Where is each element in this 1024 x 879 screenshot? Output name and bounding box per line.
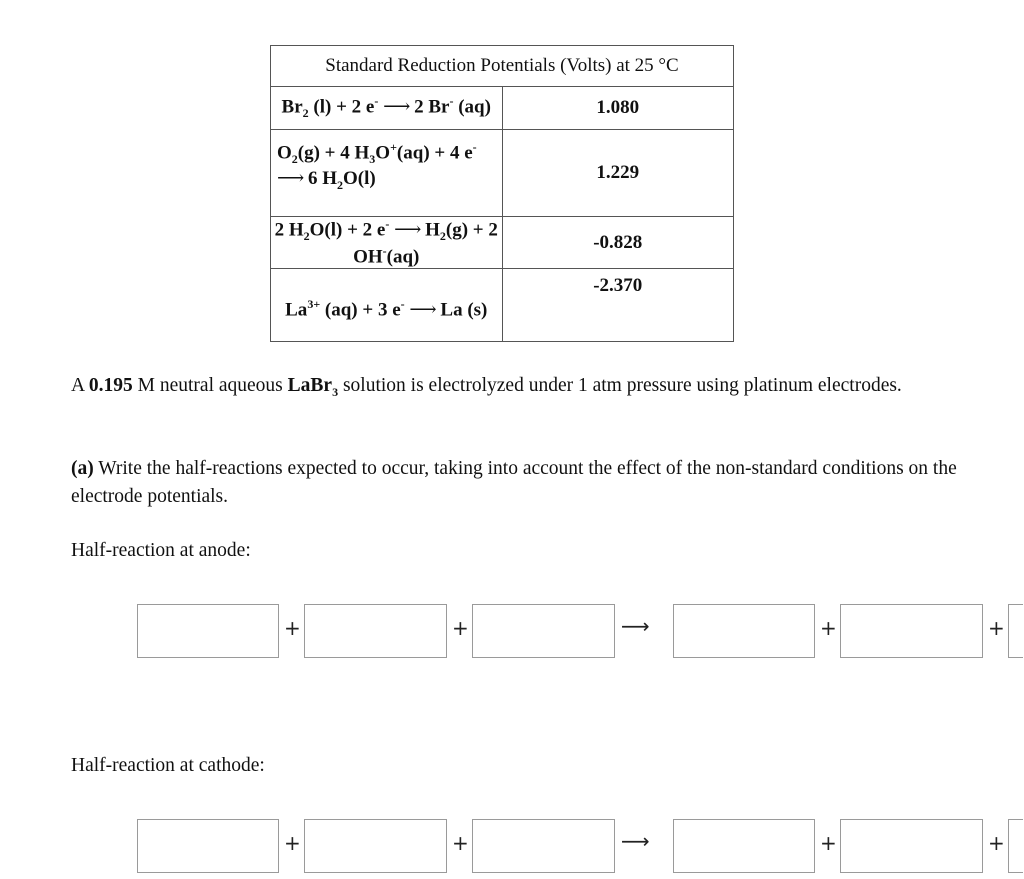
cathode-reactant-input-3[interactable] [472, 819, 615, 873]
plus-sign: + [988, 616, 1005, 640]
half-reaction-la: $La^{3+}$ (aq) + 3 e- ⟶ La (s) [271, 269, 503, 342]
anode-product-input-3[interactable] [1008, 604, 1023, 658]
plus-sign: + [452, 831, 469, 855]
compound-formula: LaBr$_3$ [287, 375, 339, 399]
anode-reactant-input-2[interactable] [304, 604, 447, 658]
reduction-potentials-table [270, 45, 734, 342]
anode-reactant-input-1[interactable] [137, 604, 279, 658]
table-title: Standard Reduction Potentials (Volts) at 25 °C [271, 46, 734, 87]
plus-sign: + [284, 831, 301, 855]
reaction-arrow-icon: ⟶ [621, 829, 650, 853]
cathode-reactant-input-1[interactable] [137, 819, 279, 873]
part-a-question: (a) Write the half-reactions expected to occur, taking into account the effect of the non-standard conditions on the electrode potentials. [71, 458, 957, 507]
potential-value: -2.370 [502, 269, 734, 342]
cathode-product-input-3[interactable] [1008, 819, 1023, 873]
potential-value: -0.828 [502, 217, 734, 269]
anode-label: Half-reaction at anode: [71, 540, 251, 561]
cathode-product-input-1[interactable] [673, 819, 815, 873]
problem-statement: A 0.195 M neutral aqueous LaBr$_3$ solution is electrolyzed under 1 atm pressure using platinum electrodes. [71, 375, 902, 399]
table-row [271, 130, 734, 217]
cathode-answer-row [0, 819, 1024, 875]
concentration: 0.195 [88, 375, 133, 396]
table-row [271, 269, 734, 342]
anode-product-input-1[interactable] [673, 604, 815, 658]
table-row [271, 87, 734, 130]
plus-sign: + [452, 616, 469, 640]
half-reaction-o2: $O_2(g) + 4$ $H_3O^+(aq) + 4$ e- ⟶ 6 $H_2O(l)$ [271, 130, 503, 217]
half-reaction-h2o: 2 $H_2O(l) + 2$ e- ⟶ $H_2(g) + 2$ OH-(aq) [271, 217, 503, 269]
reaction-arrow-icon: ⟶ [621, 614, 650, 638]
anode-reactant-input-3[interactable] [472, 604, 615, 658]
cathode-label: Half-reaction at cathode: [71, 755, 265, 776]
part-label: (a) [71, 458, 94, 479]
potential-value: 1.080 [502, 87, 734, 130]
plus-sign: + [988, 831, 1005, 855]
plus-sign: + [820, 831, 837, 855]
cathode-reactant-input-2[interactable] [304, 819, 447, 873]
anode-product-input-2[interactable] [840, 604, 983, 658]
table-row [271, 217, 734, 269]
plus-sign: + [284, 616, 301, 640]
potential-value: 1.229 [502, 130, 734, 217]
half-reaction-br2: $Br_2$ (l) + 2 e- ⟶ 2 Br- (aq) [271, 87, 503, 130]
cathode-product-input-2[interactable] [840, 819, 983, 873]
anode-answer-row [0, 604, 1024, 660]
plus-sign: + [820, 616, 837, 640]
